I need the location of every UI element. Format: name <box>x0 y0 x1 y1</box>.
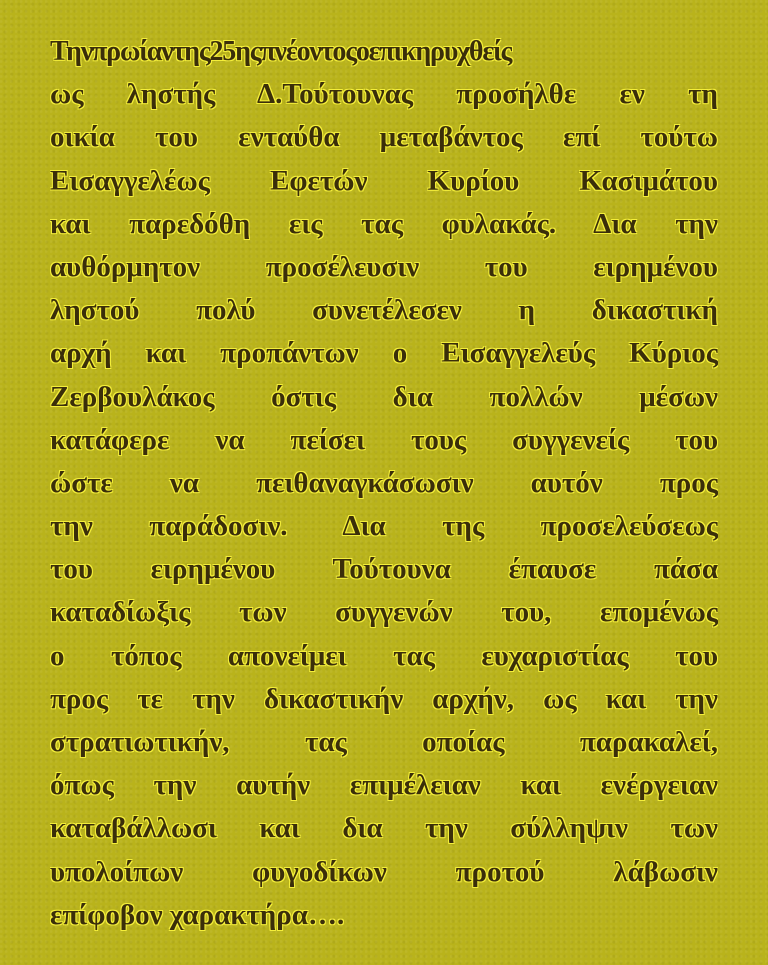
text-line-7: ληστού πολύ συνετέλεσεν η δικαστική <box>50 294 718 327</box>
text-line-5: και παρεδόθη εις τας φυλακάς. Δια την <box>50 207 718 240</box>
text-line-20: υπολοίπων φυγοδίκων προτού λάβωσιν <box>50 855 718 888</box>
text-line-1: Τηνπρωίαντης25ηςπνέοντοςοεπικηρυχθείς <box>50 36 512 67</box>
text-line-14: καταδίωξις των συγγενών του, επομένως <box>50 596 718 629</box>
text-line-8: αρχή και προπάντων ο Εισαγγελεύς Κύριος <box>50 337 718 370</box>
text-line-2: ως ληστής Δ.Τούτουνας προσήλθε εν τη <box>50 78 718 111</box>
text-line-10: κατάφερε να πείσει τους συγγενείς του <box>50 423 718 456</box>
text-line-19: καταβάλλωσι και δια την σύλληψιν των <box>50 812 718 845</box>
text-line-9: Ζερβουλάκος όστις δια πολλών μέσων <box>50 380 718 413</box>
text-line-4: Εισαγγελέως Εφετών Κυρίου Κασιμάτου <box>50 164 718 197</box>
text-line-16: προς τε την δικαστικήν αρχήν, ως και την <box>50 682 718 715</box>
document-text <box>50 30 718 937</box>
text-line-12: την παράδοσιν. Δια της προσελεύσεως <box>50 510 718 543</box>
text-line-11: ώστε να πειθαναγκάσωσιν αυτόν προς <box>50 466 718 499</box>
text-line-13: του ειρημένου Τούτουνα έπαυσε πάσα <box>50 553 718 586</box>
text-line-21: επίφοβον χαρακτήρα…. <box>50 898 345 931</box>
text-line-6: αυθόρμητον προσέλευσιν του ειρημένου <box>50 250 718 283</box>
text-line-17: στρατιωτικήν, τας οποίας παρακαλεί, <box>50 726 718 758</box>
text-line-18: όπως την αυτήν επιμέλειαν και ενέργειαν <box>50 769 718 802</box>
text-line-3: οικία του ενταύθα μεταβάντος επί τούτω <box>50 121 718 154</box>
text-line-15: ο τόπος απονείμει τας ευχαριστίας του <box>50 639 718 672</box>
